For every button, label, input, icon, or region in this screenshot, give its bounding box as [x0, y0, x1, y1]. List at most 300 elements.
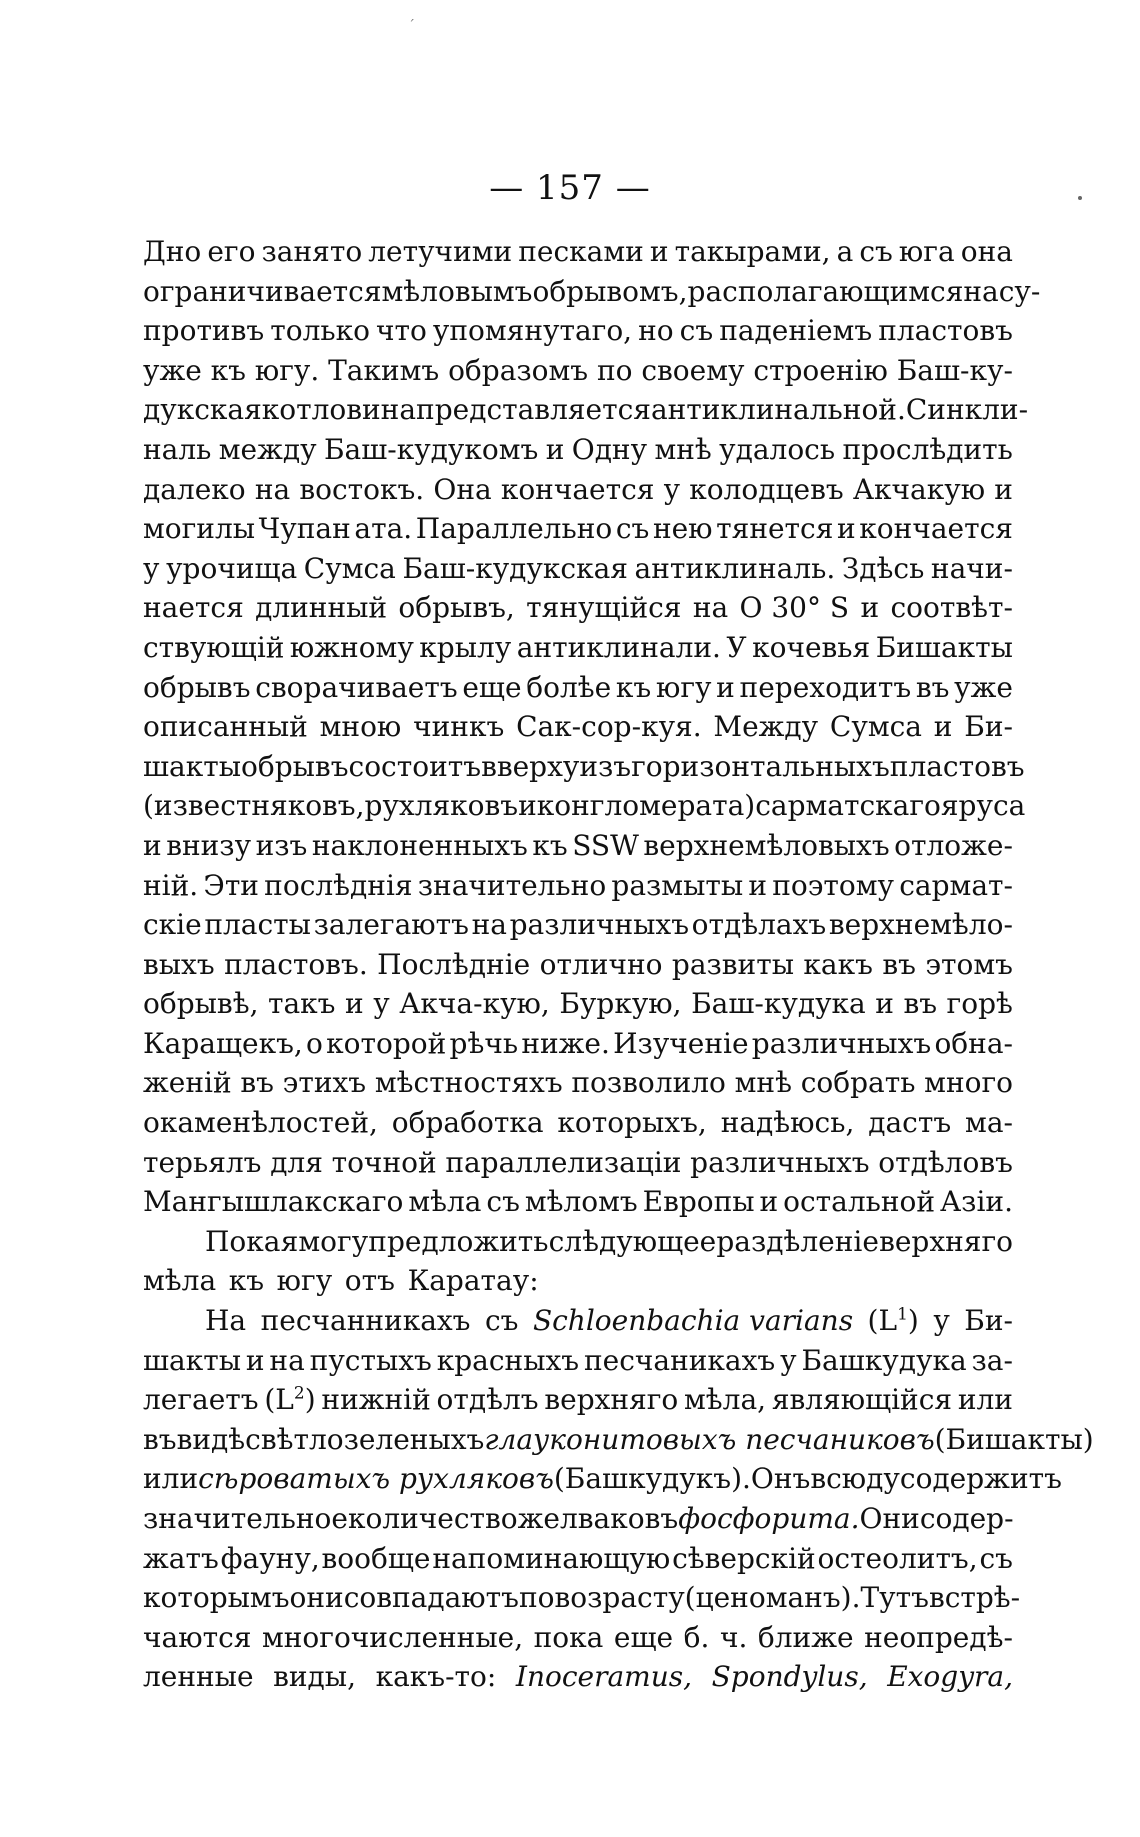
word: могу [298, 1224, 369, 1258]
word: Баш-ку- [896, 353, 1013, 387]
word: соотвѣт- [890, 591, 1013, 625]
word: такъ [268, 987, 336, 1021]
word: еще [462, 670, 522, 704]
word: отъ [344, 1264, 395, 1298]
text-line [143, 905, 1013, 945]
word: залегаютъ [313, 908, 469, 942]
word: у [780, 1343, 797, 1377]
word: различныхъ [690, 1145, 870, 1179]
word: и [860, 591, 880, 625]
word: глауконитовыхъ песчаниковъ [484, 1422, 935, 1456]
word: Синкли- [905, 393, 1029, 427]
word: нею [652, 512, 713, 546]
word: Буркую, [559, 987, 682, 1021]
word: встрѣ- [928, 1581, 1021, 1615]
word: Inoceramus, [515, 1660, 693, 1694]
word: съ [979, 1541, 1013, 1575]
word: являющійся [771, 1383, 953, 1417]
text-line [143, 430, 1013, 470]
word: дукская [143, 393, 262, 427]
word: южному [289, 630, 414, 664]
word: и [143, 828, 162, 862]
word: Чупан [258, 512, 351, 546]
word: которымъ [143, 1581, 290, 1615]
text-line [143, 1261, 1013, 1301]
word: (ценоманъ). [684, 1581, 861, 1615]
text-line [143, 866, 1013, 906]
word: вверху [481, 749, 580, 783]
word: которой [326, 1026, 447, 1060]
word: пластовъ [889, 749, 1025, 783]
word: у [933, 1304, 950, 1338]
text-line [143, 826, 1013, 866]
stray-print-mark: ˊ [408, 18, 415, 34]
word: (известняковъ, [143, 789, 365, 823]
word: тянущійся [526, 591, 682, 625]
word: (Бишакты) [934, 1422, 1094, 1456]
word: къ [228, 1264, 265, 1298]
text-line [143, 984, 1013, 1024]
word: обрывомъ, [532, 274, 688, 308]
text-line [143, 786, 1026, 826]
word: Азіи. [939, 1185, 1013, 1219]
word: за- [971, 1343, 1013, 1377]
word: желваковъ [517, 1502, 679, 1535]
word: слѣдующее [548, 1224, 717, 1258]
word: я [280, 1224, 299, 1258]
word: противъ [143, 314, 265, 348]
word: у [663, 472, 681, 506]
text-line [143, 1301, 1013, 1341]
word: въ [143, 1422, 177, 1456]
word: Между [713, 710, 819, 744]
word: предложить [368, 1224, 549, 1258]
word: съ [486, 1185, 520, 1219]
word: красныхъ [436, 1343, 580, 1377]
word: б. [683, 1620, 710, 1654]
text-line [143, 1143, 1013, 1183]
word: точной [331, 1145, 437, 1179]
word: всюду [810, 1462, 900, 1496]
word: кончается [859, 512, 1013, 546]
word: яруса [940, 789, 1026, 823]
word: въ [903, 987, 938, 1021]
word: къ [210, 353, 246, 387]
word: мѣстностяхъ [374, 1066, 563, 1100]
word: къ [615, 670, 652, 704]
word: размыты [611, 868, 744, 902]
text-line [143, 1222, 1013, 1262]
word: тянется [716, 512, 834, 546]
word: нается [143, 591, 244, 625]
word: женій [143, 1066, 232, 1100]
word: представляется [416, 393, 651, 427]
word: (Башкудукъ). [553, 1462, 751, 1496]
word: у [143, 551, 160, 585]
word: уже [954, 670, 1013, 704]
word: остеолитъ, [817, 1541, 978, 1575]
word: Каращекъ, [143, 1026, 303, 1060]
word: пустыхъ [309, 1343, 432, 1377]
text-line [143, 1618, 1013, 1658]
word: Изученіе [613, 1026, 749, 1060]
word: ч. [719, 1620, 748, 1654]
word: паденіемъ [719, 314, 873, 348]
word: Они [859, 1502, 920, 1535]
word: Пока [205, 1224, 281, 1258]
word: обработка [391, 1106, 544, 1140]
word: Дно [143, 235, 202, 268]
word: ма- [965, 1106, 1013, 1140]
text-line [143, 945, 1013, 985]
word: съ [484, 1304, 519, 1338]
word: мѣломъ [524, 1185, 638, 1219]
word: далеко [143, 472, 246, 506]
word: этомъ [925, 947, 1013, 981]
word: виды, [273, 1660, 356, 1694]
word: или [957, 1383, 1013, 1417]
text-line [143, 1539, 1013, 1579]
word: югу. [254, 353, 320, 387]
word: для [270, 1145, 323, 1179]
word: прослѣдить [842, 432, 1013, 466]
word: о [306, 1026, 323, 1060]
word: переходитъ [739, 670, 912, 704]
text-line [143, 1182, 1013, 1222]
word: она [960, 235, 1013, 268]
word: еще [613, 1620, 674, 1654]
word: Акчакую [852, 472, 986, 506]
word: а [836, 235, 854, 268]
word: Башкудука [801, 1343, 967, 1377]
word: вообще [321, 1541, 431, 1575]
word: Одну [571, 432, 648, 466]
word: песчанникахъ [260, 1304, 471, 1338]
word: Сак-сор-куя. [516, 710, 702, 744]
word: раздѣленіе [716, 1224, 879, 1258]
word: югу [655, 670, 712, 704]
word: видѣ [176, 1422, 246, 1456]
word: Эти [203, 868, 259, 902]
word: скіе [143, 908, 202, 942]
word: на [471, 908, 507, 942]
word: Здѣсь [841, 551, 925, 585]
text-line [143, 628, 1013, 668]
word: ленные [143, 1660, 254, 1694]
word: чаются [143, 1620, 252, 1654]
word: жатъ [143, 1541, 219, 1575]
word: Би- [964, 1304, 1013, 1338]
word: ствующій [143, 630, 285, 664]
word: SSW [572, 828, 639, 862]
word: содержитъ [899, 1462, 1062, 1496]
word: какъ [803, 947, 873, 981]
word: съ [615, 512, 650, 546]
body-text [143, 232, 1094, 1697]
word: и [518, 789, 537, 823]
word: въ [915, 670, 950, 704]
text-line [143, 549, 1013, 589]
word: песками [518, 235, 644, 268]
word: Баш-кудука [691, 987, 866, 1021]
word: сѣроватыхъ рухляковъ [198, 1462, 554, 1496]
word: антиклинальной. [650, 393, 906, 427]
text-line [143, 470, 1013, 510]
word: югу [276, 1264, 333, 1298]
word: пластовъ [878, 314, 1013, 348]
word: возрасту [554, 1581, 685, 1615]
word: $(L^1)$ [867, 1304, 919, 1338]
text-line [143, 390, 1029, 430]
word: рѣчь [449, 1026, 519, 1060]
word: на [692, 591, 729, 625]
text-line [143, 311, 1013, 351]
word: образомъ [448, 353, 589, 387]
word: располагающимся [687, 274, 964, 308]
word: мѣловымъ [381, 274, 533, 308]
word: шакты [143, 749, 241, 783]
word: Послѣдніе [377, 947, 531, 981]
word: отдѣлахъ [691, 908, 827, 942]
word: Сумса [303, 551, 396, 585]
word: Exogyra, [887, 1660, 1013, 1694]
word: горизонтальныхъ [631, 749, 890, 783]
word: нижній [321, 1383, 431, 1417]
word: или [143, 1462, 199, 1496]
word: ній. [143, 868, 199, 902]
word: сѣверскій [672, 1541, 816, 1575]
word: шакты [143, 1343, 241, 1377]
word: мнѣ [654, 432, 712, 466]
word: и [245, 1343, 265, 1377]
word: антиклиналь. [634, 551, 836, 585]
word: начи- [930, 551, 1013, 585]
word: на [269, 1343, 305, 1377]
word: длинный [255, 591, 388, 625]
word: пласты [204, 908, 311, 942]
word: мѣла, [684, 1383, 767, 1417]
word: мною [319, 710, 402, 744]
word: значительное [143, 1502, 348, 1535]
word: Такимъ [328, 353, 440, 387]
word: его [207, 235, 256, 268]
word: Европы [642, 1185, 755, 1219]
word: мѣла [143, 1264, 217, 1298]
word: съ [859, 235, 893, 268]
word: песчаникахъ [583, 1343, 776, 1377]
text-line [143, 1657, 1013, 1697]
word: Мангышлакскаго [143, 1185, 404, 1219]
text-line [143, 668, 1013, 708]
word: внизу [166, 828, 252, 862]
word: Параллельно [415, 512, 613, 546]
word: фосфорита. [678, 1502, 860, 1535]
word: окаменѣлостей, [143, 1106, 378, 1140]
word: упомянутаго, [432, 314, 633, 348]
word: своему [641, 353, 745, 387]
word: летучими [368, 235, 513, 268]
word: верхняго [879, 1224, 1013, 1258]
word: строенію [753, 353, 888, 387]
word: поэтому [772, 868, 895, 902]
word: урочища [166, 551, 298, 585]
text-line [143, 1341, 1013, 1381]
word: собрать [800, 1066, 916, 1100]
word: ниже. [521, 1026, 610, 1060]
word: остальной [783, 1185, 936, 1219]
text-line [143, 747, 1025, 787]
word: совпадаютъ [343, 1581, 519, 1615]
word: горѣ [946, 987, 1013, 1021]
word: къ [532, 828, 568, 862]
word: обрывъ, [398, 591, 515, 625]
word: свѣтлозеленыхъ [245, 1422, 485, 1456]
word: обрывъ [241, 749, 349, 783]
word: которыхъ, [557, 1106, 707, 1140]
word: Она [433, 472, 492, 506]
word: отдѣлъ [436, 1383, 539, 1417]
word: по [518, 1581, 555, 1615]
text-line [143, 1420, 1094, 1460]
text-line [143, 707, 1013, 747]
word: изъ [255, 828, 308, 862]
word: занято [261, 235, 363, 268]
word: обрывъ [143, 670, 251, 704]
word: У [726, 630, 747, 664]
word: кончается [500, 472, 655, 506]
word: конгломерата) [536, 789, 756, 823]
word: описанный [143, 710, 308, 744]
text-line [143, 509, 1013, 549]
word: у [373, 987, 390, 1021]
word: этихъ [282, 1066, 367, 1100]
word: отложе- [894, 828, 1013, 862]
word: и [649, 235, 669, 268]
word: сармат- [899, 868, 1013, 902]
text-line [143, 351, 1013, 391]
word: ограничивается [143, 274, 382, 308]
word: и [994, 472, 1013, 506]
text-line [143, 1103, 1013, 1143]
word: развиты [671, 947, 794, 981]
word: На [205, 1304, 247, 1338]
word: на [254, 472, 291, 506]
word: верхнемѣло- [828, 908, 1013, 942]
word: юга [898, 235, 955, 268]
word: различныхъ [509, 908, 690, 942]
word: дастъ [868, 1106, 952, 1140]
word: О 30° S [739, 591, 850, 625]
word: и [545, 432, 565, 466]
word: сарматскаго [755, 789, 941, 823]
word: рухляковъ [364, 789, 519, 823]
word: мѣла [408, 1185, 482, 1219]
page-number: — 157 — [489, 168, 651, 208]
word: что [376, 314, 427, 348]
word: отдѣловъ [878, 1145, 1013, 1179]
text-line [143, 232, 1013, 272]
word: количество [347, 1502, 518, 1535]
word: $(L^2)$ [264, 1383, 316, 1417]
word: надѣюсь, [720, 1106, 855, 1140]
word: ближе [757, 1620, 854, 1654]
word: неопредѣ- [864, 1620, 1013, 1654]
word: Тутъ [860, 1581, 929, 1615]
word: многочисленные, [261, 1620, 524, 1654]
word: Каратау: [407, 1264, 539, 1298]
text-line [143, 272, 1041, 312]
word: удалось [719, 432, 836, 466]
word: и [345, 987, 364, 1021]
word: много [924, 1066, 1013, 1100]
word: состоитъ [348, 749, 482, 783]
word: крылу [419, 630, 512, 664]
word: но [638, 314, 674, 348]
word: и [875, 987, 894, 1021]
word: Баш-кудукомъ [323, 432, 539, 466]
word: отлично [539, 947, 663, 981]
word: они [289, 1581, 344, 1615]
word: между [218, 432, 317, 466]
word: насу- [963, 274, 1041, 308]
word: параллелизаціи [445, 1145, 682, 1179]
word: обрывѣ, [143, 987, 259, 1021]
word: и [933, 710, 953, 744]
word: верхнемѣловыхъ [643, 828, 890, 862]
word: уже [143, 353, 202, 387]
word: такырами, [674, 235, 831, 268]
word: только [270, 314, 370, 348]
word: и [759, 1185, 779, 1219]
word: болѣе [526, 670, 612, 704]
word: выхъ [143, 947, 215, 981]
word: легаетъ [143, 1383, 259, 1417]
word: послѣднія [264, 868, 413, 902]
word: мнѣ [734, 1066, 792, 1100]
word: котловина [261, 393, 417, 427]
word: содер- [919, 1502, 1014, 1535]
word: напоминающую [432, 1541, 671, 1575]
word: антиклинали. [516, 630, 721, 664]
word: Бишакты [875, 630, 1013, 664]
word: верхняго [544, 1383, 679, 1417]
word: Акча-кую, [399, 987, 550, 1021]
word: и [748, 868, 768, 902]
word: обна- [934, 1026, 1013, 1060]
word: по [596, 353, 633, 387]
word: различныхъ [751, 1026, 932, 1060]
text-line [143, 588, 1013, 628]
word: могилы [143, 512, 256, 546]
text-line [143, 1499, 1013, 1539]
word: съ [679, 314, 714, 348]
word: кочевья [752, 630, 871, 664]
word: и [837, 512, 856, 546]
word: позволило [571, 1066, 726, 1100]
word: фауну, [220, 1541, 320, 1575]
word: Би- [964, 710, 1013, 744]
word: и [716, 670, 735, 704]
word: въ [882, 947, 916, 981]
word: пластовъ. [224, 947, 368, 981]
word: Spondylus, [711, 1660, 868, 1694]
word: востокъ. [299, 472, 425, 506]
word: чинкъ [413, 710, 505, 744]
text-line [143, 1024, 1013, 1064]
word: Сумса [829, 710, 922, 744]
text-line [143, 1459, 1062, 1499]
word: терьялъ [143, 1145, 262, 1179]
